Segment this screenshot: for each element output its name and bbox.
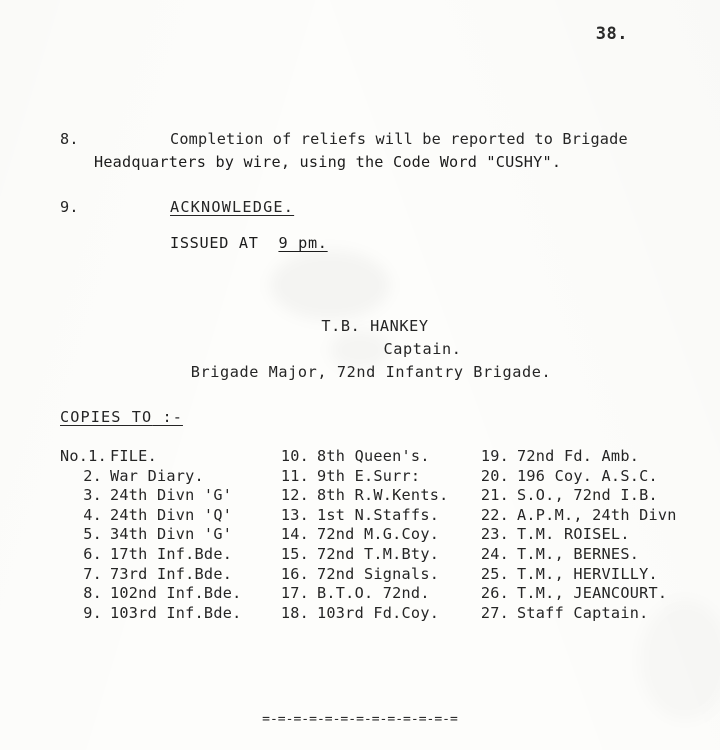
list-item-index: 20.	[480, 466, 509, 485]
list-item-index: 13.	[280, 505, 309, 524]
paragraph-8	[60, 128, 670, 151]
body-text	[60, 128, 670, 252]
list-item-index: 19.	[480, 447, 509, 465]
signatory-name: T.B. HANKEY	[321, 317, 429, 335]
paragraph-9	[60, 196, 670, 219]
signatory-appointment: Brigade Major, 72nd Infantry Brigade.	[190, 363, 552, 381]
list-item-label: T.M. ROISEL.	[517, 525, 630, 544]
list-item-index: 17.	[280, 584, 309, 603]
list-item-index: 18.	[280, 603, 309, 622]
list-item	[475, 447, 680, 467]
list-item	[60, 545, 275, 565]
list-item	[275, 486, 475, 506]
issued-at-line	[170, 234, 670, 252]
list-item	[275, 545, 475, 565]
list-item-index: 2.	[83, 466, 102, 485]
page-number: 38.	[595, 24, 628, 44]
list-item-label: 196 Coy. A.S.C.	[517, 466, 658, 485]
list-item-index: 3.	[83, 486, 102, 505]
list-item-label: War Diary.	[110, 466, 204, 485]
list-item-index: 8.	[83, 584, 102, 603]
list-item-index: 7.	[83, 564, 102, 583]
paragraph-8-line1: Completion of reliefs will be reported to Brigade	[170, 130, 628, 148]
list-item	[475, 506, 680, 526]
acknowledge-heading: ACKNOWLEDGE.	[170, 198, 295, 216]
list-item-label: 9th E.Surr:	[317, 466, 421, 485]
list-item	[475, 486, 680, 506]
list-item-label: 24th Divn 'G'	[110, 486, 233, 505]
list-item	[475, 467, 680, 487]
list-item-index: 15.	[280, 544, 309, 563]
list-item-label: 34th Divn 'G'	[110, 525, 233, 544]
list-item	[475, 525, 680, 545]
list-item	[475, 545, 680, 565]
list-item-label: S.O., 72nd I.B.	[517, 486, 658, 505]
list-item-label: 73rd Inf.Bde.	[110, 564, 233, 583]
list-item-index: 14.	[280, 525, 309, 544]
list-item-index: 22.	[480, 505, 509, 524]
list-item	[60, 467, 275, 487]
list-item	[275, 525, 475, 545]
list-item-index: No.1.	[60, 447, 107, 465]
list-item-label: 102nd Inf.Bde.	[110, 584, 242, 603]
list-item-index: 27.	[480, 603, 509, 622]
list-item	[275, 565, 475, 585]
signature-block	[60, 315, 670, 384]
list-item-index: 16.	[280, 564, 309, 583]
list-item-label: 8th Queen's.	[317, 447, 430, 465]
list-item-label: T.M., JEANCOURT.	[517, 584, 668, 603]
list-item-index: 10.	[280, 447, 309, 465]
list-item	[60, 604, 275, 624]
list-item	[275, 604, 475, 624]
list-item-label: 17th Inf.Bde.	[110, 544, 233, 563]
list-item	[475, 565, 680, 585]
list-item	[60, 565, 275, 585]
list-item	[475, 584, 680, 604]
list-item-label: 72nd Fd. Amb.	[517, 447, 640, 465]
copies-column-3	[475, 447, 680, 623]
issued-at-time: 9 pm.	[278, 234, 328, 252]
list-item-index: 6.	[83, 544, 102, 563]
list-item-label: 8th R.W.Kents.	[317, 486, 449, 505]
copies-to-heading	[60, 408, 183, 426]
list-item-label: 24th Divn 'Q'	[110, 505, 233, 524]
list-item	[475, 604, 680, 624]
signatory-rank: Captain.	[383, 340, 462, 358]
list-item-label: 1st N.Staffs.	[317, 505, 440, 524]
list-item-index: 4.	[83, 505, 102, 524]
list-item-label: A.P.M., 24th Divn	[517, 505, 677, 524]
list-item-index: 23.	[480, 525, 509, 544]
list-item-label: 103rd Inf.Bde.	[110, 603, 242, 622]
issued-at-label: ISSUED AT	[170, 234, 259, 252]
list-item	[275, 447, 475, 467]
list-item-label: T.M., BERNES.	[517, 544, 640, 563]
list-item-label: FILE.	[110, 447, 157, 465]
list-item-label: 72nd Signals.	[317, 564, 440, 583]
list-item	[60, 486, 275, 506]
paper-smudge	[270, 250, 390, 320]
list-item	[60, 584, 275, 604]
list-item	[60, 525, 275, 545]
list-item-label: 72nd T.M.Bty.	[317, 544, 440, 563]
list-item-index: 26.	[480, 584, 509, 603]
list-item-label: T.M., HERVILLY.	[517, 564, 658, 583]
list-item	[60, 447, 275, 467]
list-item-label: B.T.O. 72nd.	[317, 584, 430, 603]
list-item-index: 5.	[83, 525, 102, 544]
list-item	[60, 506, 275, 526]
copies-column-1	[60, 447, 275, 623]
list-item-index: 12.	[280, 486, 309, 505]
list-item-label: 103rd Fd.Coy.	[317, 603, 440, 622]
list-item	[275, 506, 475, 526]
copies-to-heading-tail: :-	[152, 408, 183, 426]
paragraph-9-number: 9.	[60, 198, 79, 216]
list-item-label: Staff Captain.	[517, 603, 649, 622]
list-item-index: 21.	[480, 486, 509, 505]
list-item-index: 25.	[480, 564, 509, 583]
paragraph-8-number: 8.	[60, 130, 79, 148]
list-item	[275, 584, 475, 604]
list-item-index: 24.	[480, 544, 509, 563]
list-item-index: 11.	[280, 466, 309, 485]
copies-column-2	[275, 447, 475, 623]
footer-divider: =-=-=-=-=-=-=-=-=-=-=-=-=	[262, 712, 458, 727]
copies-to-heading-text: COPIES TO	[60, 408, 153, 426]
copies-to-list	[60, 447, 680, 623]
list-item-index: 9.	[83, 603, 102, 622]
paragraph-8-line2: Headquarters by wire, using the Code Word "CUSHY".	[94, 153, 562, 171]
list-item	[275, 467, 475, 487]
list-item-label: 72nd M.G.Coy.	[317, 525, 440, 544]
